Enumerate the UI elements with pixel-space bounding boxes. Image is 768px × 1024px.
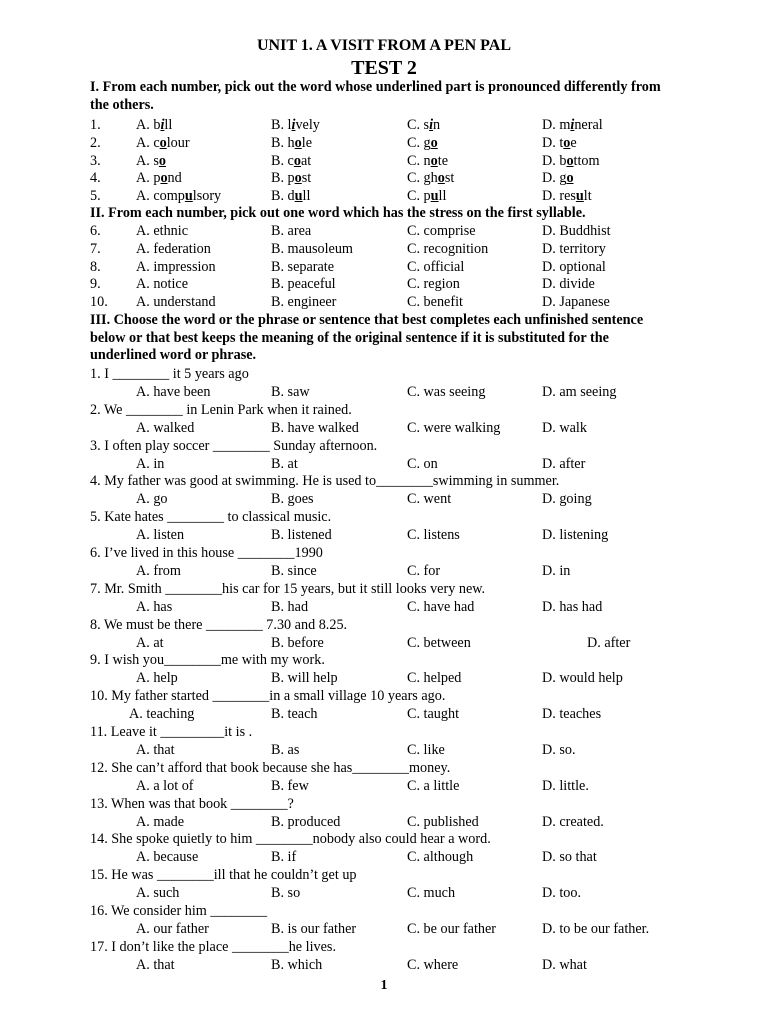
question-text: 14. She spoke quietly to him ________nobody also could hear a word.	[90, 831, 491, 848]
question-number: 4.	[90, 170, 101, 187]
answer-option-b: B. engineer	[271, 294, 337, 311]
question-text: 3. I often play soccer ________ Sunday afternoon.	[90, 437, 378, 454]
answer-option-a: A. from	[136, 563, 181, 579]
question-number: 9.	[90, 276, 101, 293]
underlined-letter: o	[566, 170, 574, 187]
underlined-letter: i	[291, 117, 296, 133]
question-number: 6.	[90, 223, 101, 239]
question-row	[0, 240, 768, 258]
underlined-letter: i	[570, 117, 575, 133]
section3-heading-line3: underlined word or phrase.	[90, 347, 257, 363]
answer-row	[0, 419, 768, 437]
underlined-letter: i	[160, 117, 165, 133]
answer-option-d: D. what	[542, 956, 587, 973]
answer-option-c: C. pull	[407, 188, 447, 205]
answer-option-c: C. benefit	[407, 294, 463, 311]
answer-option-c: C. were walking	[407, 419, 501, 436]
answer-option-c: C. a little	[407, 777, 460, 794]
answer-row	[0, 741, 768, 759]
answer-option-a: A. so	[136, 152, 166, 169]
answer-row	[0, 956, 768, 974]
answer-row	[0, 526, 768, 544]
answer-option-c: C. note	[407, 152, 448, 169]
answer-option-a: A. ethnic	[136, 223, 189, 239]
section2-heading: II. From each number, pick out one word which has the stress on the first syllable.	[90, 205, 586, 221]
answer-option-d: D. Japanese	[542, 294, 610, 311]
answer-option-d: D. so that	[542, 849, 597, 866]
answer-option-a: A. in	[136, 455, 165, 472]
answer-row	[0, 455, 768, 473]
question-text: 15. He was ________ill that he couldn’t get up	[90, 867, 357, 884]
answer-row	[0, 705, 768, 723]
question-row	[0, 222, 768, 240]
answer-option-a: A. go	[136, 491, 168, 508]
answer-option-d: D. go	[542, 170, 574, 187]
answer-option-d: D. after	[542, 455, 586, 472]
question-text: 16. We consider him ________	[90, 903, 268, 919]
answer-option-b: B. produced	[271, 813, 341, 830]
answer-option-c: C. although	[407, 849, 474, 866]
underlined-letter: o	[566, 152, 574, 169]
answer-option-c: C. much	[407, 885, 456, 902]
answer-option-c: C. published	[407, 813, 479, 830]
answer-option-d: D. toe	[542, 134, 577, 151]
question-number: 1.	[90, 117, 101, 133]
answer-option-c: C. like	[407, 742, 445, 758]
answer-option-d: D. has had	[542, 598, 603, 615]
question-text: 10. My father started ________in a small village 10 years ago.	[90, 688, 446, 705]
answer-option-d: D. territory	[542, 240, 606, 257]
answer-row	[0, 383, 768, 401]
underlined-letter: u	[184, 188, 193, 205]
answer-option-a: A. have been	[136, 384, 211, 400]
question-text: 12. She can’t afford that book because she has________money.	[90, 759, 451, 776]
answer-option-c: C. comprise	[407, 223, 476, 239]
underlined-letter: o	[294, 134, 302, 151]
question-text: 2. We ________ in Lenin Park when it rained.	[90, 401, 352, 418]
question-row	[0, 293, 768, 311]
answer-option-d: D. teaches	[542, 706, 602, 723]
underlined-letter: o	[293, 152, 301, 169]
underlined-letter: i	[429, 117, 434, 133]
answer-option-a: A. bill	[136, 117, 173, 133]
answer-option-d: D. to be our father.	[542, 921, 650, 937]
answer-option-b: B. at	[271, 455, 298, 472]
section1-heading-line1: I. From each number, pick out the word whose underlined part is pronounced differently from	[90, 79, 661, 95]
answer-option-d: D. optional	[542, 258, 606, 275]
answer-option-b: B. goes	[271, 491, 314, 508]
answer-row	[0, 562, 768, 580]
answer-option-a: A. made	[136, 813, 185, 830]
answer-option-d: D. bottom	[542, 152, 600, 169]
underlined-letter: o	[563, 134, 571, 151]
question-text: 7. Mr. Smith ________his car for 15 years, but it still looks very new.	[90, 580, 486, 597]
answer-option-b: B. separate	[271, 258, 335, 275]
question-number: 3.	[90, 152, 101, 169]
answer-option-a: A. understand	[136, 294, 216, 311]
answer-option-b: B. few	[271, 777, 309, 794]
answer-row	[0, 848, 768, 866]
answer-option-c: C. listens	[407, 527, 460, 544]
answer-row	[0, 634, 768, 652]
answer-option-b: B. peaceful	[271, 276, 336, 293]
answer-option-b: B. post	[271, 170, 312, 187]
answer-option-d: D. created.	[542, 813, 604, 830]
answer-option-a: A. colour	[136, 134, 190, 151]
answer-option-b: B. before	[271, 634, 324, 651]
question-text: 13. When was that book ________?	[90, 795, 294, 812]
answer-option-c: C. be our father	[407, 921, 497, 937]
answer-option-b: B. lively	[271, 117, 320, 133]
answer-option-b: B. dull	[271, 188, 311, 205]
underlined-letter: o	[159, 134, 167, 151]
answer-option-c: C. region	[407, 276, 460, 293]
answer-option-c: C. went	[407, 491, 452, 508]
answer-option-a: A. such	[136, 885, 180, 902]
answer-option-b: B. hole	[271, 134, 312, 151]
answer-option-a: A. compulsory	[136, 188, 222, 205]
question-row	[0, 152, 768, 170]
underlined-letter: o	[437, 170, 445, 187]
section1-heading-line2: the others.	[90, 97, 154, 113]
answer-option-d: D. am seeing	[542, 384, 617, 400]
answer-option-c: C. helped	[407, 670, 462, 687]
answer-option-d: D. mineral	[542, 117, 603, 133]
test-subtitle: TEST 2	[351, 57, 417, 79]
answer-option-c: C. official	[407, 258, 465, 275]
answer-option-c: C. have had	[407, 598, 475, 615]
question-row	[0, 134, 768, 152]
section3-heading-line2: below or that best keeps the meaning of the original sentence if it is substituted for the	[90, 330, 609, 346]
underlined-letter: u	[575, 188, 584, 205]
question-number: 10.	[90, 294, 108, 311]
answer-option-a: A. impression	[136, 258, 216, 275]
answer-option-c: C. ghost	[407, 170, 455, 187]
answer-option-b: B. which	[271, 956, 323, 973]
answer-option-a: A. teaching	[129, 706, 195, 723]
answer-option-a: A. walked	[136, 419, 195, 436]
answer-option-b: B. will help	[271, 670, 338, 687]
section3-heading-line1: III. Choose the word or the phrase or sentence that best completes each unfinished sentence	[90, 312, 644, 328]
question-text: 11. Leave it _________it is .	[90, 724, 253, 740]
answer-row	[0, 813, 768, 831]
question-number: 7.	[90, 240, 101, 257]
answer-option-b: B. if	[271, 849, 297, 866]
underlined-letter: o	[430, 134, 438, 151]
answer-option-a: A. a lot of	[136, 777, 194, 794]
question-text: 1. I ________ it 5 years ago	[90, 366, 249, 382]
answer-option-a: A. notice	[136, 276, 189, 293]
answer-option-a: A. listen	[136, 527, 185, 544]
page-number: 1	[380, 978, 388, 993]
answer-option-c: C. sin	[407, 117, 441, 133]
answer-option-c: C. for	[407, 563, 441, 579]
answer-option-d: D. after	[587, 634, 631, 651]
underlined-letter: o	[158, 152, 166, 169]
answer-option-b: B. have walked	[271, 419, 359, 436]
question-number: 5.	[90, 188, 101, 205]
answer-option-a: A. our father	[136, 921, 209, 937]
answer-option-a: A. pond	[136, 170, 182, 187]
answer-row	[0, 598, 768, 616]
answer-option-b: B. so	[271, 885, 301, 902]
answer-option-b: B. saw	[271, 384, 310, 400]
answer-option-b: B. since	[271, 563, 317, 579]
answer-row	[0, 920, 768, 938]
answer-option-b: B. is our father	[271, 921, 357, 937]
question-row	[0, 116, 768, 134]
answer-option-c: C. taught	[407, 706, 460, 723]
underlined-letter: u	[294, 188, 303, 205]
answer-option-a: A. federation	[136, 240, 211, 257]
answer-option-c: C. where	[407, 956, 459, 973]
answer-option-b: B. as	[271, 742, 300, 758]
document-title: UNIT 1. A VISIT FROM A PEN PAL	[257, 37, 511, 54]
answer-option-a: A. that	[136, 742, 175, 758]
answer-option-b: B. area	[271, 223, 312, 239]
question-row	[0, 169, 768, 187]
answer-option-d: D. would help	[542, 670, 623, 687]
question-text: 9. I wish you________me with my work.	[90, 652, 325, 669]
answer-option-b: B. mausoleum	[271, 240, 353, 257]
answer-option-b: B. teach	[271, 706, 318, 723]
answer-option-c: C. recognition	[407, 240, 489, 257]
answer-option-d: D. so.	[542, 742, 576, 758]
question-text: 6. I’ve lived in this house ________1990	[90, 545, 323, 561]
answer-option-b: B. had	[271, 598, 309, 615]
underlined-letter: o	[160, 170, 168, 187]
answer-option-c: C. on	[407, 455, 438, 472]
question-row	[0, 275, 768, 293]
question-row	[0, 187, 768, 205]
answer-option-d: D. going	[542, 491, 592, 508]
answer-row	[0, 884, 768, 902]
answer-row	[0, 669, 768, 687]
answer-option-b: B. listened	[271, 527, 332, 544]
answer-option-a: A. that	[136, 956, 175, 973]
answer-option-d: D. in	[542, 563, 571, 579]
answer-option-c: C. go	[407, 134, 438, 151]
answer-row	[0, 490, 768, 508]
answer-option-a: A. because	[136, 849, 199, 866]
underlined-letter: o	[430, 152, 438, 169]
answer-option-a: A. has	[136, 598, 173, 615]
answer-option-c: C. was seeing	[407, 384, 486, 400]
question-number: 2.	[90, 134, 101, 151]
question-row	[0, 258, 768, 276]
answer-option-a: A. help	[136, 670, 178, 687]
answer-option-d: D. too.	[542, 885, 582, 902]
answer-option-d: D. walk	[542, 419, 587, 436]
answer-option-c: C. between	[407, 634, 471, 651]
answer-option-d: D. result	[542, 188, 592, 205]
answer-option-d: D. divide	[542, 276, 595, 293]
question-text: 4. My father was good at swimming. He is used to________swimming in summer.	[90, 473, 560, 490]
underlined-letter: u	[430, 188, 439, 205]
underlined-letter: o	[294, 170, 302, 187]
question-number: 8.	[90, 258, 101, 275]
question-text: 8. We must be there ________ 7.30 and 8.25.	[90, 616, 348, 633]
question-text: 17. I don’t like the place ________he lives.	[90, 938, 336, 955]
answer-option-a: A. at	[136, 634, 164, 651]
answer-option-d: D. little.	[542, 777, 589, 794]
question-text: 5. Kate hates ________ to classical music.	[90, 509, 332, 526]
answer-option-b: B. coat	[271, 152, 312, 169]
answer-option-d: D. listening	[542, 527, 609, 544]
answer-option-d: D. Buddhist	[542, 223, 611, 239]
answer-row	[0, 777, 768, 795]
